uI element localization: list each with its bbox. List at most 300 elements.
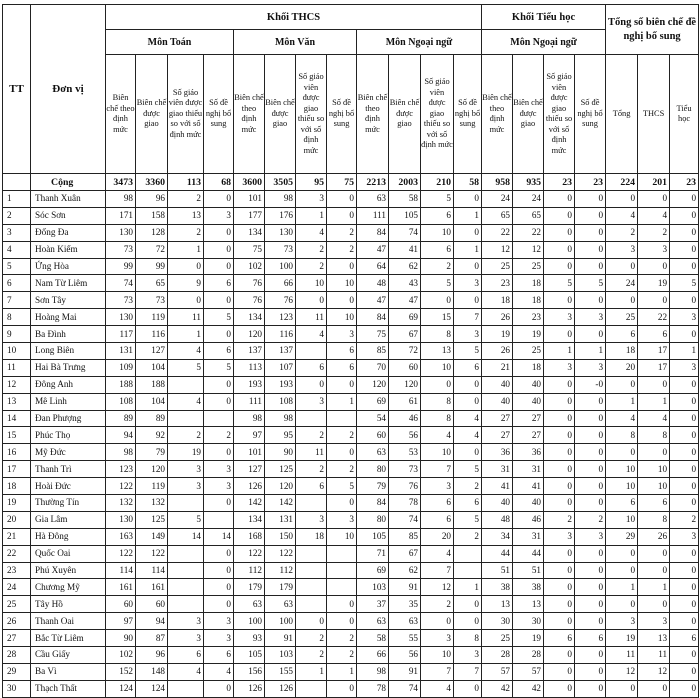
table-cell: 6 — [296, 478, 327, 495]
table-cell: 0 — [327, 444, 357, 461]
table-cell: 6 — [296, 359, 327, 376]
table-cell — [168, 410, 204, 427]
table-cell: 97 — [234, 427, 265, 444]
table-cell — [296, 545, 327, 562]
subheader-shortage: Số giáo viên được giao thiếu so với số định mức — [544, 55, 575, 174]
table-cell: 19 — [168, 444, 204, 461]
table-cell: 137 — [234, 343, 265, 360]
row-number: 11 — [3, 359, 31, 376]
table-cell: 0 — [544, 596, 575, 613]
total-label: Cộng — [31, 174, 106, 191]
row-number: 30 — [3, 680, 31, 697]
row-number: 19 — [3, 495, 31, 512]
table-cell: 2 — [327, 630, 357, 647]
total-cell: 2213 — [357, 174, 389, 191]
table-cell: 0 — [544, 478, 575, 495]
row-number: 13 — [3, 393, 31, 410]
table-cell: 92 — [136, 427, 168, 444]
table-cell: 0 — [575, 292, 606, 309]
table-cell: 3 — [454, 647, 482, 664]
table-cell: 0 — [575, 410, 606, 427]
table-cell: 161 — [106, 579, 136, 596]
table-cell: 119 — [136, 309, 168, 326]
table-cell: 0 — [638, 258, 670, 275]
table-cell: 34 — [482, 528, 513, 545]
table-cell: 3 — [327, 511, 357, 528]
table-cell: 78 — [389, 495, 421, 512]
table-cell: 1 — [606, 579, 638, 596]
table-cell: 60 — [389, 359, 421, 376]
table-row — [3, 241, 699, 258]
row-number: 25 — [3, 596, 31, 613]
table-cell: 0 — [670, 562, 699, 579]
table-cell — [327, 562, 357, 579]
row-number: 28 — [3, 647, 31, 664]
table-cell: 27 — [482, 427, 513, 444]
table-cell: 40 — [482, 495, 513, 512]
total-cell: 3360 — [136, 174, 168, 191]
table-cell: 0 — [327, 207, 357, 224]
table-cell: 1 — [638, 579, 670, 596]
table-cell: 8 — [421, 393, 454, 410]
table-cell: 60 — [136, 596, 168, 613]
header-thcs-block: Khối THCS — [106, 5, 482, 30]
table-cell: 19 — [513, 326, 544, 343]
table-cell: 0 — [670, 647, 699, 664]
table-row — [3, 680, 699, 697]
table-cell — [168, 579, 204, 596]
table-cell: 10 — [421, 647, 454, 664]
table-cell: 76 — [265, 292, 296, 309]
table-cell: 3 — [296, 511, 327, 528]
table-cell: 6 — [327, 359, 357, 376]
table-cell: 14 — [168, 528, 204, 545]
table-cell: 90 — [265, 444, 296, 461]
table-cell: 127 — [234, 461, 265, 478]
table-cell: 51 — [513, 562, 544, 579]
table-cell: 7 — [454, 309, 482, 326]
table-cell: 85 — [357, 343, 389, 360]
table-cell: 96 — [136, 647, 168, 664]
table-cell: 6 — [575, 630, 606, 647]
table-cell: 8 — [606, 427, 638, 444]
table-cell: 41 — [482, 478, 513, 495]
table-cell: 18 — [513, 359, 544, 376]
table-cell: 3 — [296, 191, 327, 208]
table-cell: 2 — [454, 528, 482, 545]
table-cell: 6 — [454, 359, 482, 376]
subheader-request: Số đề nghị bổ sung — [327, 55, 357, 174]
table-cell: 91 — [389, 579, 421, 596]
table-cell: 13 — [638, 630, 670, 647]
table-cell: 2 — [606, 224, 638, 241]
table-cell: 0 — [670, 478, 699, 495]
unit-name: Cầu Giấy — [31, 647, 106, 664]
table-cell — [454, 562, 482, 579]
table-cell: 3 — [544, 309, 575, 326]
subheader-quota: Biên chế theo định mức — [482, 55, 513, 174]
table-cell: 150 — [265, 528, 296, 545]
table-cell: 41 — [513, 478, 544, 495]
table-cell: 6 — [454, 495, 482, 512]
row-number: 23 — [3, 562, 31, 579]
unit-name: Mỹ Đức — [31, 444, 106, 461]
table-cell: 11 — [296, 444, 327, 461]
total-cell: 23 — [544, 174, 575, 191]
table-cell: 74 — [106, 275, 136, 292]
table-cell: 0 — [454, 444, 482, 461]
row-number: 14 — [3, 410, 31, 427]
table-cell: 0 — [544, 326, 575, 343]
table-cell: 107 — [265, 359, 296, 376]
header-total-block: Tổng số biên chế đề nghị bổ sung — [606, 5, 699, 55]
table-cell: 3 — [168, 461, 204, 478]
table-cell: 0 — [575, 258, 606, 275]
table-cell: 94 — [136, 613, 168, 630]
table-cell: 4 — [204, 663, 234, 680]
table-cell: 0 — [575, 207, 606, 224]
table-cell: 62 — [389, 562, 421, 579]
unit-name: Sóc Sơn — [31, 207, 106, 224]
subheader-quota: Biên chế theo định mức — [234, 55, 265, 174]
total-cell: 113 — [168, 174, 204, 191]
table-cell: 3 — [204, 461, 234, 478]
table-cell: 0 — [327, 376, 357, 393]
table-cell: 6 — [168, 647, 204, 664]
table-row — [3, 427, 699, 444]
row-number: 15 — [3, 427, 31, 444]
total-cell: 58 — [454, 174, 482, 191]
table-cell: 0 — [327, 613, 357, 630]
table-cell: 4 — [296, 224, 327, 241]
table-cell: 6 — [421, 241, 454, 258]
table-cell: 9 — [168, 275, 204, 292]
table-cell: 56 — [389, 647, 421, 664]
table-cell: 128 — [136, 224, 168, 241]
row-number: 22 — [3, 545, 31, 562]
table-cell: 0 — [670, 393, 699, 410]
table-cell: 2 — [296, 630, 327, 647]
table-body — [3, 174, 699, 698]
table-cell: 134 — [234, 511, 265, 528]
table-cell: 130 — [106, 224, 136, 241]
table-cell: 171 — [106, 207, 136, 224]
table-cell — [296, 579, 327, 596]
table-row — [3, 393, 699, 410]
total-cell: 68 — [204, 174, 234, 191]
table-cell: 58 — [357, 630, 389, 647]
table-cell: 0 — [454, 191, 482, 208]
table-cell: 28 — [482, 647, 513, 664]
table-cell: 0 — [204, 224, 234, 241]
unit-name: Thanh Oai — [31, 613, 106, 630]
table-cell: 0 — [606, 292, 638, 309]
table-cell: 0 — [544, 207, 575, 224]
table-cell: 0 — [670, 292, 699, 309]
table-cell: 120 — [357, 376, 389, 393]
row-number: 17 — [3, 461, 31, 478]
table-cell: 123 — [106, 461, 136, 478]
table-cell: 20 — [421, 528, 454, 545]
table-cell: 105 — [234, 647, 265, 664]
table-cell: 78 — [357, 680, 389, 697]
table-cell: 30 — [482, 613, 513, 630]
table-cell: 46 — [389, 410, 421, 427]
table-cell: 0 — [454, 613, 482, 630]
table-cell: 40 — [513, 393, 544, 410]
table-cell: 117 — [106, 326, 136, 343]
table-cell: 3 — [421, 478, 454, 495]
table-cell: 6 — [421, 511, 454, 528]
table-cell: 6 — [606, 326, 638, 343]
table-cell: 63 — [357, 191, 389, 208]
table-cell — [296, 343, 327, 360]
table-cell: 120 — [265, 478, 296, 495]
table-cell: 0 — [575, 562, 606, 579]
table-cell: 0 — [204, 579, 234, 596]
table-cell: 41 — [389, 241, 421, 258]
table-row — [3, 410, 699, 427]
table-cell: 63 — [357, 444, 389, 461]
table-row — [3, 326, 699, 343]
table-cell: 69 — [389, 309, 421, 326]
table-cell: 8 — [638, 511, 670, 528]
table-cell: 0 — [670, 495, 699, 512]
table-row — [3, 495, 699, 512]
table-cell — [296, 410, 327, 427]
table-cell: 131 — [265, 511, 296, 528]
table-cell: 43 — [389, 275, 421, 292]
table-row — [3, 376, 699, 393]
table-cell: 1 — [296, 207, 327, 224]
table-cell: 69 — [357, 562, 389, 579]
subheader-assigned: Biên chế được giao — [265, 55, 296, 174]
table-cell: 105 — [357, 528, 389, 545]
table-cell: 36 — [482, 444, 513, 461]
unit-name: Đống Đa — [31, 224, 106, 241]
table-cell: 3 — [638, 613, 670, 630]
table-cell: 47 — [389, 292, 421, 309]
table-cell: 0 — [575, 647, 606, 664]
table-cell: 13 — [482, 596, 513, 613]
table-cell: 11 — [638, 647, 670, 664]
table-cell: 0 — [575, 545, 606, 562]
table-cell: 0 — [638, 191, 670, 208]
table-cell: 40 — [513, 495, 544, 512]
table-cell: 31 — [513, 528, 544, 545]
table-cell: 120 — [389, 376, 421, 393]
subheader-total: Tổng — [606, 55, 638, 174]
table-cell: 0 — [670, 224, 699, 241]
table-cell: 98 — [106, 191, 136, 208]
table-cell: 123 — [265, 309, 296, 326]
table-row — [3, 309, 699, 326]
table-cell — [168, 376, 204, 393]
table-cell: 12 — [606, 663, 638, 680]
table-cell: 35 — [389, 596, 421, 613]
table-cell: 0 — [421, 376, 454, 393]
table-cell: 10 — [606, 511, 638, 528]
table-cell: 104 — [136, 359, 168, 376]
table-cell: 2 — [296, 647, 327, 664]
header-tt: TT — [3, 5, 31, 174]
table-cell: 65 — [482, 207, 513, 224]
subheader-request: Số đề nghị bổ sung — [204, 55, 234, 174]
table-cell: 4 — [606, 410, 638, 427]
table-cell: 38 — [513, 579, 544, 596]
table-cell: 131 — [106, 343, 136, 360]
header-math: Môn Toán — [106, 30, 234, 55]
table-cell: 30 — [513, 613, 544, 630]
table-cell: 1 — [454, 207, 482, 224]
table-cell: 74 — [389, 511, 421, 528]
table-cell: 72 — [389, 343, 421, 360]
table-cell: 114 — [136, 562, 168, 579]
table-cell: 10 — [296, 275, 327, 292]
table-cell: 105 — [389, 207, 421, 224]
table-cell: 60 — [106, 596, 136, 613]
table-cell: 40 — [482, 393, 513, 410]
table-cell: 75 — [234, 241, 265, 258]
table-cell: 0 — [606, 376, 638, 393]
table-cell: 2 — [421, 596, 454, 613]
table-cell: 6 — [421, 207, 454, 224]
table-cell: 28 — [513, 647, 544, 664]
table-cell: 23 — [513, 309, 544, 326]
row-number: 8 — [3, 309, 31, 326]
table-cell: 0 — [204, 393, 234, 410]
table-cell: 158 — [136, 207, 168, 224]
table-cell: 47 — [357, 241, 389, 258]
table-cell: 3 — [638, 241, 670, 258]
unit-name: Hà Đông — [31, 528, 106, 545]
table-cell: 179 — [265, 579, 296, 596]
table-cell: 0 — [204, 376, 234, 393]
table-cell: 3 — [670, 309, 699, 326]
row-number: 18 — [3, 478, 31, 495]
table-cell: 1 — [575, 343, 606, 360]
table-cell: 2 — [454, 478, 482, 495]
subheader-assigned: Biên chế được giao — [136, 55, 168, 174]
table-cell: 4 — [421, 427, 454, 444]
table-cell: 5 — [421, 275, 454, 292]
row-number: 16 — [3, 444, 31, 461]
table-cell: 101 — [234, 191, 265, 208]
table-cell: 3 — [296, 393, 327, 410]
table-cell: 0 — [606, 258, 638, 275]
row-number: 24 — [3, 579, 31, 596]
unit-name: Hai Bà Trưng — [31, 359, 106, 376]
total-cell: 2003 — [389, 174, 421, 191]
table-cell: 5 — [204, 359, 234, 376]
table-cell: 7 — [454, 663, 482, 680]
table-cell: 40 — [513, 376, 544, 393]
table-cell: 130 — [106, 511, 136, 528]
table-cell: 53 — [389, 444, 421, 461]
table-cell: 3 — [327, 326, 357, 343]
table-cell: 4 — [168, 343, 204, 360]
table-cell: 0 — [575, 191, 606, 208]
table-cell: 26 — [482, 309, 513, 326]
table-cell: 13 — [513, 596, 544, 613]
table-cell: 5 — [327, 478, 357, 495]
unit-name: Nam Từ Liêm — [31, 275, 106, 292]
table-cell: 179 — [234, 579, 265, 596]
table-row — [3, 579, 699, 596]
total-cell: 958 — [482, 174, 513, 191]
table-cell: 0 — [606, 191, 638, 208]
table-cell: 0 — [204, 292, 234, 309]
row-number: 21 — [3, 528, 31, 545]
table-cell: 0 — [606, 545, 638, 562]
table-cell: 132 — [106, 495, 136, 512]
table-cell: 67 — [389, 326, 421, 343]
table-cell: 116 — [136, 326, 168, 343]
table-cell: 42 — [513, 680, 544, 697]
table-cell: 112 — [265, 562, 296, 579]
table-cell: 4 — [454, 427, 482, 444]
table-cell: 149 — [136, 528, 168, 545]
table-cell: 142 — [234, 495, 265, 512]
table-cell: 148 — [136, 663, 168, 680]
table-row — [3, 258, 699, 275]
unit-name: Ba Đình — [31, 326, 106, 343]
table-cell: 2 — [327, 427, 357, 444]
table-cell: 0 — [575, 680, 606, 697]
table-cell: 0 — [204, 444, 234, 461]
table-cell: 37 — [357, 596, 389, 613]
table-cell: 3 — [606, 613, 638, 630]
table-cell: 0 — [327, 191, 357, 208]
row-number: 5 — [3, 258, 31, 275]
table-cell: 1 — [606, 393, 638, 410]
table-cell: 0 — [670, 326, 699, 343]
table-cell: 0 — [670, 376, 699, 393]
subheader-shortage: Số giáo viên được giao thiếu so với số định mức — [421, 55, 454, 174]
table-cell: 0 — [575, 427, 606, 444]
total-cell: 23 — [670, 174, 699, 191]
table-cell: 69 — [357, 393, 389, 410]
row-number: 12 — [3, 376, 31, 393]
table-cell: 63 — [389, 613, 421, 630]
table-cell: 0 — [544, 680, 575, 697]
table-cell: 1 — [327, 393, 357, 410]
header-foreign-primary: Môn Ngoại ngữ — [482, 30, 606, 55]
table-cell: 116 — [265, 326, 296, 343]
table-cell: 74 — [389, 224, 421, 241]
table-cell: 1 — [296, 663, 327, 680]
table-cell: 0 — [575, 596, 606, 613]
table-cell: 11 — [606, 647, 638, 664]
table-cell: 130 — [106, 309, 136, 326]
table-cell: 27 — [513, 410, 544, 427]
table-cell: 5 — [204, 309, 234, 326]
table-cell: 2 — [296, 427, 327, 444]
table-cell: 19 — [638, 275, 670, 292]
table-cell: 0 — [670, 191, 699, 208]
table-cell: 71 — [357, 545, 389, 562]
table-cell: 1 — [638, 393, 670, 410]
table-cell: 6 — [204, 343, 234, 360]
table-cell: 100 — [234, 613, 265, 630]
table-cell: 0 — [544, 393, 575, 410]
table-cell: 75 — [357, 326, 389, 343]
table-cell: 156 — [234, 663, 265, 680]
total-tt — [3, 174, 31, 191]
subheader-request: Số đề nghị bổ sung — [454, 55, 482, 174]
table-cell: 4 — [454, 410, 482, 427]
row-number: 20 — [3, 511, 31, 528]
